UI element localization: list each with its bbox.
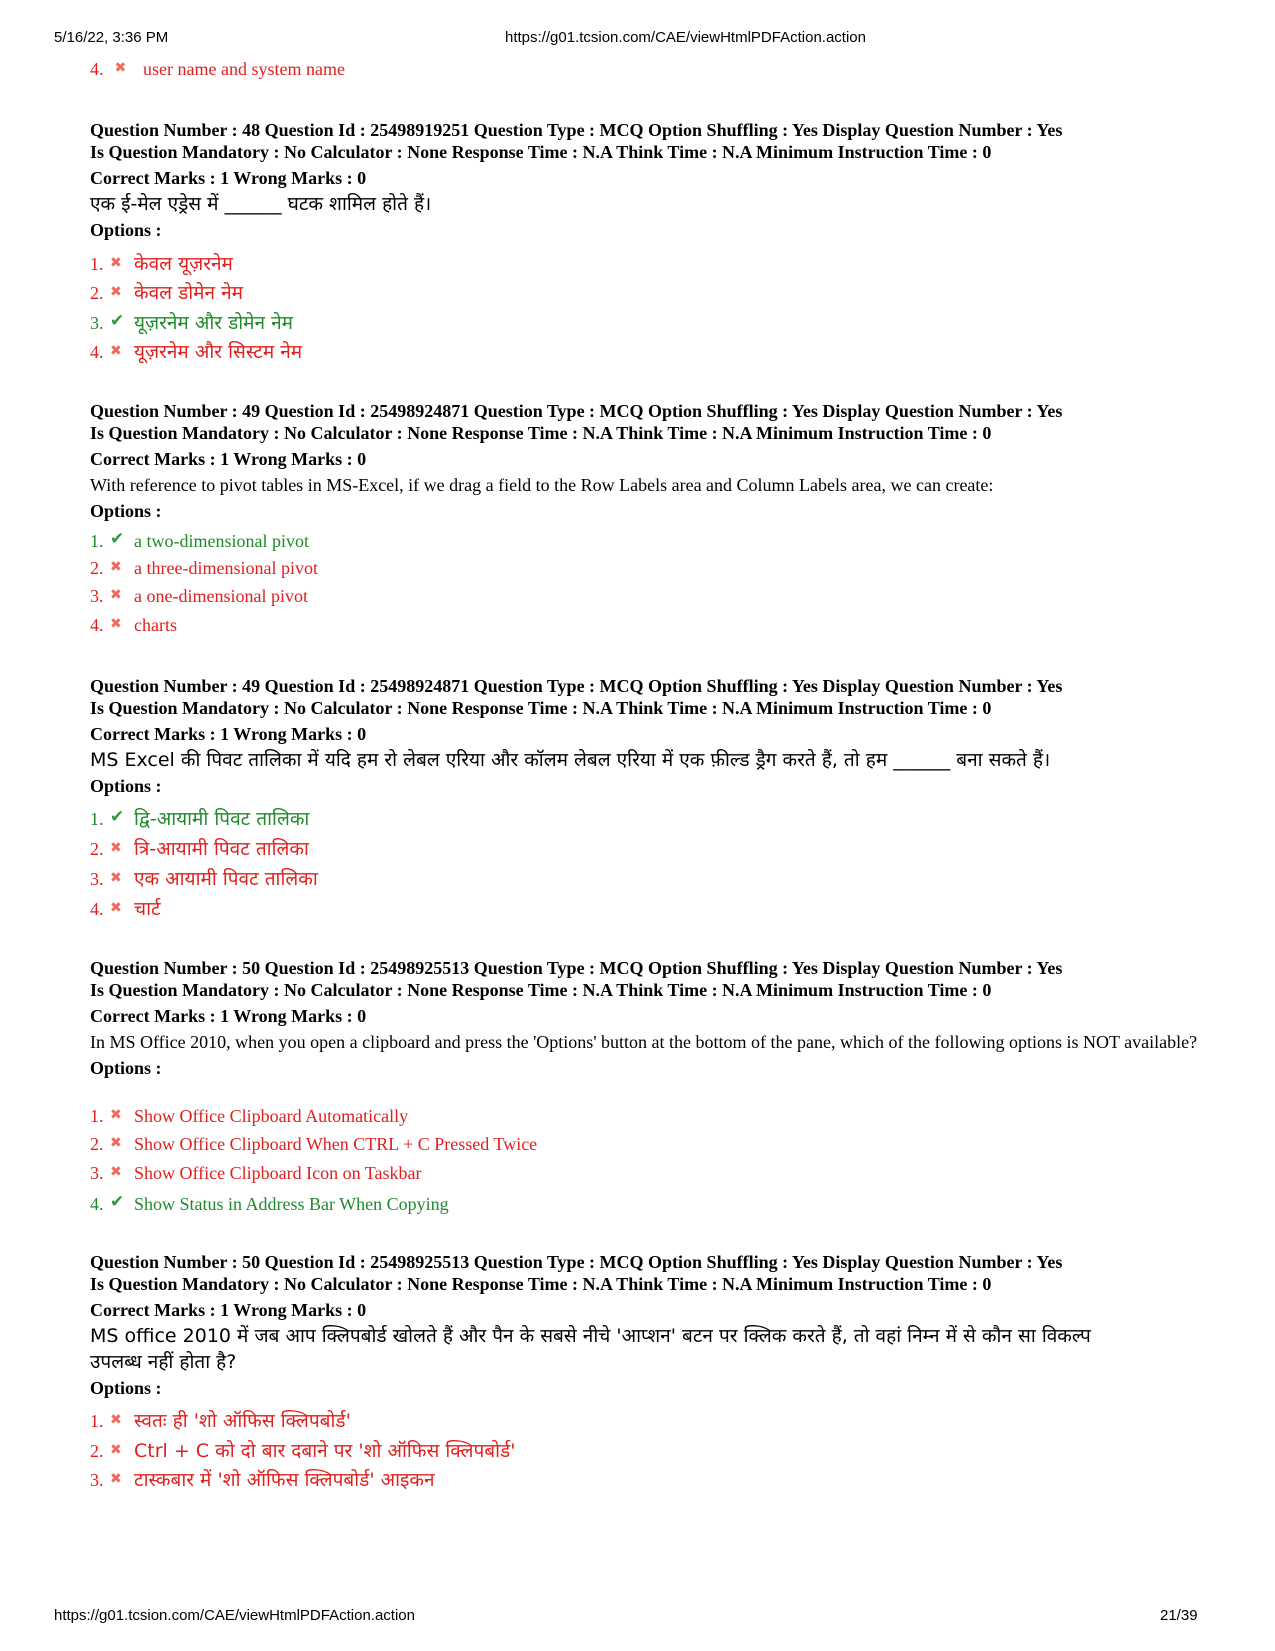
option-text: a three-dimensional pivot (134, 558, 318, 578)
option-text: त्रि-आयामी पिवट तालिका (134, 838, 309, 860)
cross-icon: ✖ (110, 284, 122, 300)
option-number: 4. (90, 899, 104, 919)
option-text: एक आयामी पिवट तालिका (134, 868, 318, 890)
question-meta-line1: Question Number : 49 Question Id : 25498924871 Question Type : MCQ Option Shuffling : Yes Display Question Number : Yes (90, 676, 1063, 696)
option-number: 1. (90, 254, 104, 274)
print-header-url: https://g01.tcsion.com/CAE/viewHtmlPDFAction.action (505, 29, 866, 46)
option-text: a one-dimensional pivot (134, 586, 308, 606)
option-text: केवल डोमेन नेम (134, 282, 244, 304)
option-number: 3. (90, 869, 104, 889)
option-item (90, 279, 243, 305)
option-item (90, 865, 318, 891)
option-number: 2. (90, 558, 104, 578)
option-number: 2. (90, 1441, 104, 1461)
question-meta-line2: Is Question Mandatory : No Calculator : None Response Time : N.A Think Time : N.A Minimum Instruction Time : 0 (90, 1274, 992, 1294)
cross-icon: ✖ (110, 255, 122, 271)
option-text: Show Office Clipboard Automatically (134, 1106, 409, 1126)
option-number: 1. (90, 809, 104, 829)
option-number: 3. (90, 313, 104, 333)
option-item (90, 835, 309, 861)
cross-icon: ✖ (110, 870, 122, 886)
option-item (90, 59, 345, 80)
cross-icon: ✖ (110, 1164, 122, 1180)
option-item (90, 1407, 351, 1433)
cross-icon: ✖ (110, 1412, 122, 1428)
question-marks: Correct Marks : 1 Wrong Marks : 0 (90, 1006, 367, 1026)
option-item (90, 558, 318, 579)
option-item (90, 1466, 435, 1492)
question-stem: With reference to pivot tables in MS-Excel, if we drag a field to the Row Labels area and Column Labels area, we can create: (90, 475, 994, 495)
question-meta-line2: Is Question Mandatory : No Calculator : None Response Time : N.A Think Time : N.A Minimum Instruction Time : 0 (90, 980, 992, 1000)
cross-icon: ✖ (110, 343, 122, 359)
option-number: 2. (90, 839, 104, 859)
option-number: 1. (90, 531, 104, 551)
print-datetime: 5/16/22, 3:36 PM (54, 29, 169, 46)
question-meta-line2: Is Question Mandatory : No Calculator : None Response Time : N.A Think Time : N.A Minimum Instruction Time : 0 (90, 698, 992, 718)
cross-icon: ✖ (110, 840, 122, 856)
cross-icon: ✖ (110, 1135, 122, 1151)
cross-icon: ✖ (110, 900, 122, 916)
option-text: टास्कबार में 'शो ऑफिस क्लिपबोर्ड' आइकन (134, 1469, 435, 1491)
option-item (90, 805, 309, 831)
option-item (90, 338, 302, 364)
options-label: Options : (90, 220, 162, 240)
print-footer-url: https://g01.tcsion.com/CAE/viewHtmlPDFAction.action (54, 1607, 415, 1624)
option-item (90, 895, 161, 921)
cross-icon: ✖ (110, 1471, 122, 1487)
option-number: 3. (90, 1163, 104, 1183)
option-item (90, 1134, 537, 1155)
check-icon: ✔ (110, 311, 125, 331)
cross-icon: ✖ (110, 616, 122, 632)
option-text: केवल यूज़रनेम (134, 253, 233, 275)
cross-icon: ✖ (110, 587, 122, 603)
option-text: user name and system name (143, 59, 345, 79)
question-stem: MS office 2010 में जब आप क्लिपबोर्ड खोलते हैं और पैन के सबसे नीचे 'आप्शन' बटन पर क्लिक करते हैं, तो वहां निम्न में से कौन सा विकल्प उपलब्ध नहीं होता है? (90, 1325, 1091, 1373)
option-item (90, 250, 233, 276)
cross-icon: ✖ (110, 559, 122, 575)
cross-icon: ✖ (110, 1107, 122, 1123)
option-text: Show Office Clipboard Icon on Taskbar (134, 1163, 422, 1183)
question-marks: Correct Marks : 1 Wrong Marks : 0 (90, 449, 367, 469)
option-item (90, 309, 293, 335)
question-stem: MS Excel की पिवट तालिका में यदि हम रो लेबल एरिया और कॉलम लेबल एरिया में एक फ़ील्ड ड्रैग करते हैं, तो हम ______ बना सकते हैं। (90, 749, 1051, 771)
option-text: charts (134, 615, 177, 635)
option-text: Show Office Clipboard When CTRL + C Pressed Twice (134, 1134, 538, 1154)
question-marks: Correct Marks : 1 Wrong Marks : 0 (90, 168, 367, 188)
page-number: 21/39 (1160, 1607, 1198, 1624)
check-icon: ✔ (110, 1192, 125, 1212)
options-label: Options : (90, 776, 162, 796)
option-number: 4. (90, 615, 104, 635)
options-label: Options : (90, 1058, 162, 1078)
option-item (90, 586, 308, 607)
option-number: 1. (90, 1411, 104, 1431)
option-text: स्वतः ही 'शो ऑफिस क्लिपबोर्ड' (134, 1410, 351, 1432)
options-label: Options : (90, 501, 162, 521)
option-number: 1. (90, 1106, 104, 1126)
question-meta-line2: Is Question Mandatory : No Calculator : None Response Time : N.A Think Time : N.A Minimum Instruction Time : 0 (90, 142, 992, 162)
option-number: 2. (90, 1134, 104, 1154)
option-text: द्वि-आयामी पिवट तालिका (134, 808, 310, 830)
option-text: a two-dimensional pivot (134, 531, 309, 551)
option-item (90, 1192, 449, 1215)
option-item (90, 1106, 408, 1127)
question-meta-line1: Question Number : 49 Question Id : 25498924871 Question Type : MCQ Option Shuffling : Yes Display Question Number : Yes (90, 401, 1063, 421)
question-marks: Correct Marks : 1 Wrong Marks : 0 (90, 1300, 367, 1320)
options-label: Options : (90, 1378, 162, 1398)
option-text: चार्ट (134, 898, 161, 920)
question-block (90, 957, 1200, 1079)
question-meta-line1: Question Number : 50 Question Id : 25498925513 Question Type : MCQ Option Shuffling : Yes Display Question Number : Yes (90, 1252, 1063, 1272)
question-meta-line2: Is Question Mandatory : No Calculator : None Response Time : N.A Think Time : N.A Minimum Instruction Time : 0 (90, 423, 992, 443)
question-stem: In MS Office 2010, when you open a clipboard and press the 'Options' button at the bottom of the pane, which of the following options is NOT available? (90, 1032, 1198, 1052)
question-block (90, 675, 1200, 797)
option-number: 3. (90, 1470, 104, 1490)
option-text: Ctrl + C को दो बार दबाने पर 'शो ऑफिस क्लिपबोर्ड' (134, 1440, 516, 1462)
question-block (90, 1251, 1200, 1399)
option-text: यूज़रनेम और सिस्टम नेम (134, 341, 303, 363)
option-item (90, 1163, 422, 1184)
option-item (90, 1437, 515, 1463)
check-icon: ✔ (110, 807, 125, 827)
question-block (90, 400, 1200, 522)
question-marks: Correct Marks : 1 Wrong Marks : 0 (90, 724, 367, 744)
question-meta-line1: Question Number : 50 Question Id : 25498925513 Question Type : MCQ Option Shuffling : Yes Display Question Number : Yes (90, 958, 1063, 978)
option-item (90, 529, 309, 552)
question-stem: एक ई-मेल एड्रेस में ______ घटक शामिल होते हैं। (90, 193, 432, 215)
question-block (90, 119, 1200, 241)
cross-icon: ✖ (114, 60, 127, 76)
option-number: 2. (90, 283, 104, 303)
option-number: 4. (90, 342, 104, 362)
question-meta-line1: Question Number : 48 Question Id : 25498919251 Question Type : MCQ Option Shuffling : Yes Display Question Number : Yes (90, 120, 1063, 140)
option-text: Show Status in Address Bar When Copying (134, 1194, 449, 1214)
option-text: यूज़रनेम और डोमेन नेम (134, 312, 294, 334)
option-item (90, 615, 177, 636)
check-icon: ✔ (110, 529, 125, 549)
option-number: 4. (90, 59, 104, 79)
option-number: 3. (90, 586, 104, 606)
cross-icon: ✖ (110, 1442, 122, 1458)
option-number: 4. (90, 1194, 104, 1214)
